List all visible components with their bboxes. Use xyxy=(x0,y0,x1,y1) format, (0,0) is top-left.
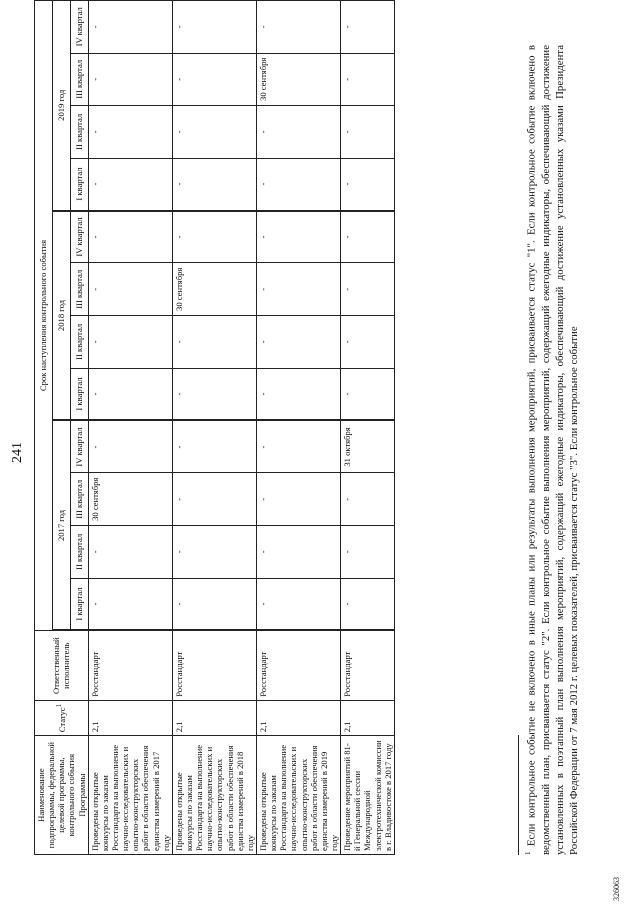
event-name-cell: Проведены открытые конкурсы по заказам Росстандарта на выполнение научно-исследовательских и опытно-конструкторских работ в области обеспечения единства измерений в 2018 году xyxy=(172,736,256,855)
quarter-cell: - xyxy=(341,158,395,210)
header-status: Статус$^1$ xyxy=(35,700,89,735)
quarter-cell: 30 сентября xyxy=(88,473,172,526)
status-cell: 2,1 xyxy=(256,700,340,735)
quarter-cell: - xyxy=(341,106,395,158)
quarter-cell: - xyxy=(88,526,172,578)
executor-cell: Росстандарт xyxy=(172,630,256,700)
quarter-cell: - xyxy=(172,106,256,158)
quarter-cell: - xyxy=(256,263,340,316)
quarter-cell: - xyxy=(172,158,256,210)
quarter-cell: - xyxy=(256,211,340,263)
quarter-cell: - xyxy=(341,578,395,630)
footnote-separator xyxy=(518,735,519,855)
header-quarter: IV квартал xyxy=(70,211,88,263)
quarter-cell: - xyxy=(172,316,256,368)
event-name-cell: Проведены открытые конкурсы по заказам Росстандарта на выполнение научно-исследовательских и опытно-конструкторских работ в области обеспечения единства измерений в 2019 году xyxy=(256,736,340,855)
header-quarter: I квартал xyxy=(70,368,88,420)
header-quarter: III квартал xyxy=(70,473,88,526)
header-quarter: II квартал xyxy=(70,106,88,158)
executor-cell: Росстандарт xyxy=(88,630,172,700)
quarter-cell: - xyxy=(88,263,172,316)
status-cell: 2,1 xyxy=(88,700,172,735)
event-name-cell: Проведены открытые конкурсы по заказам Росстандарта на выполнение научно-исследовательских и опытно-конструкторских работ в области обеспечения единства измерений в 2017 году xyxy=(88,736,172,855)
header-quarter: IV квартал xyxy=(70,421,88,473)
header-year-2017: 2017 год xyxy=(52,421,70,631)
quarter-cell: - xyxy=(88,1,172,54)
header-quarter: II квартал xyxy=(70,526,88,578)
quarter-cell: - xyxy=(88,106,172,158)
document-number: 326063 xyxy=(612,877,621,901)
quarter-cell: - xyxy=(88,53,172,106)
quarter-cell: - xyxy=(172,1,256,54)
quarter-cell: - xyxy=(256,158,340,210)
table-row xyxy=(172,1,256,855)
quarter-cell: - xyxy=(172,578,256,630)
status-cell: 2,1 xyxy=(341,700,395,735)
quarter-cell: - xyxy=(256,473,340,526)
quarter-cell: 30 сентября xyxy=(256,53,340,106)
quarter-cell: - xyxy=(88,368,172,420)
header-name: Наименование подпрограммы, федеральной целевой программы, контрольного события Программы xyxy=(35,736,89,855)
quarter-cell: - xyxy=(88,421,172,473)
quarter-cell: 30 сентября xyxy=(172,263,256,316)
quarter-cell: - xyxy=(341,53,395,106)
header-quarter: III квартал xyxy=(70,263,88,316)
quarter-cell: - xyxy=(172,368,256,420)
event-name-cell: Проведение мероприятий 81-й Генеральной сессии Международной электротехнической комиссии в г. Владивостоке в 2017 году xyxy=(341,736,395,855)
quarter-cell: - xyxy=(341,316,395,368)
header-quarter: IV квартал xyxy=(70,1,88,54)
page-number: 241 xyxy=(10,442,25,463)
quarter-cell: - xyxy=(341,368,395,420)
quarter-cell: - xyxy=(341,263,395,316)
quarter-cell: - xyxy=(256,106,340,158)
quarter-cell: - xyxy=(172,421,256,473)
control-events-table xyxy=(34,0,395,855)
header-year-2019: 2019 год xyxy=(52,1,70,211)
quarter-cell: - xyxy=(172,211,256,263)
quarter-cell: - xyxy=(341,211,395,263)
quarter-cell: - xyxy=(172,473,256,526)
quarter-cell: 31 октября xyxy=(341,421,395,473)
quarter-cell: - xyxy=(172,53,256,106)
quarter-cell: - xyxy=(172,526,256,578)
quarter-cell: - xyxy=(256,578,340,630)
header-quarter: II квартал xyxy=(70,316,88,368)
quarter-cell: - xyxy=(88,316,172,368)
quarter-cell: - xyxy=(341,1,395,54)
quarter-cell: - xyxy=(88,158,172,210)
quarter-cell: - xyxy=(256,526,340,578)
executor-cell: Росстандарт xyxy=(256,630,340,700)
quarter-cell: - xyxy=(256,368,340,420)
header-executor: Ответственный исполнитель xyxy=(35,630,89,700)
header-quarter: I квартал xyxy=(70,578,88,630)
quarter-cell: - xyxy=(256,316,340,368)
header-quarter: I квартал xyxy=(70,158,88,210)
header-year-2018: 2018 год xyxy=(52,211,70,421)
footnote: $^1$ Если контрольное событие не включено в иные планы или результаты выполнения мероприятий, присваивается статус "1". Если контрольное событие включено в ведомственный план, присваивается статус "2". Если контрольное событие выполнения мероприятий, содержащий ежегодные индикаторы, обеспечивающий достижение установленных в поэтапный план выполнения мероприятий, содержащий ежегодные индикаторы, обеспечивающий достижение установленных указами Президента Российской Федерации от 7 мая 2012 г. целевых показателей, присваивается статус "3". Если контрольное событие xyxy=(524,44,580,855)
executor-cell: Росстандарт xyxy=(341,630,395,700)
status-cell: 2,1 xyxy=(172,700,256,735)
table-row xyxy=(341,1,395,855)
quarter-cell: - xyxy=(341,473,395,526)
quarter-cell: - xyxy=(88,578,172,630)
table-row xyxy=(88,1,172,855)
header-quarter: III квартал xyxy=(70,53,88,106)
quarter-cell: - xyxy=(256,421,340,473)
header-deadline: Срок наступления контрольного события xyxy=(35,1,53,631)
table-row xyxy=(256,1,340,855)
quarter-cell: - xyxy=(88,211,172,263)
quarter-cell: - xyxy=(341,526,395,578)
quarter-cell: - xyxy=(256,1,340,54)
